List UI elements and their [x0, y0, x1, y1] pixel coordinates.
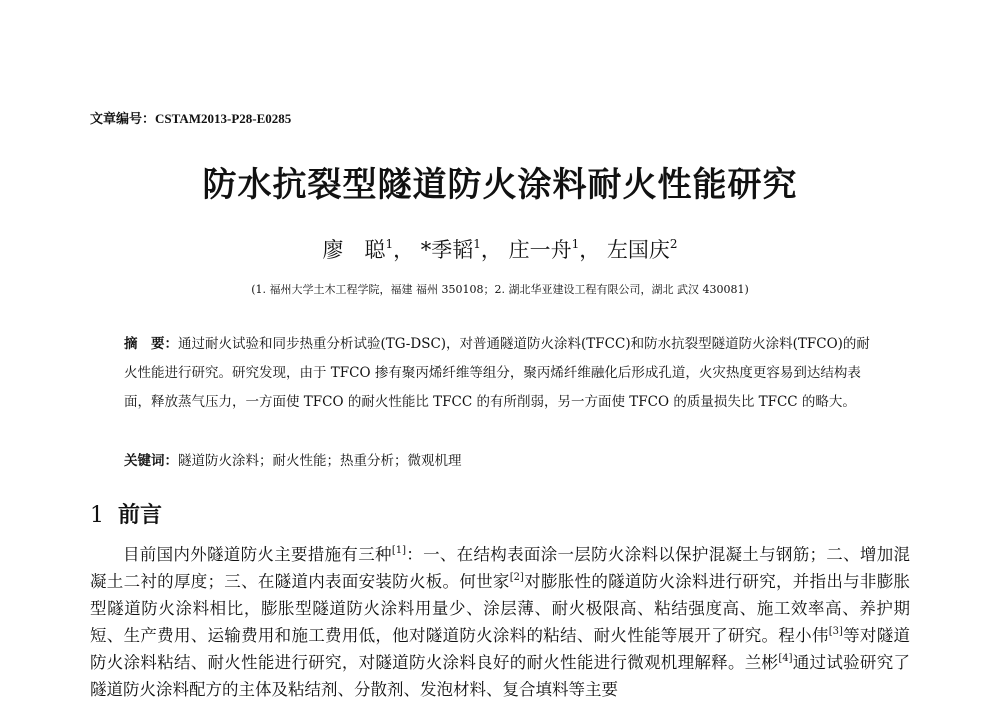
section-title: 前言 — [118, 503, 163, 528]
body-text: ：一、在结构表面涂一层防火涂料以保护混凝土与钢筋；二、增加混凝土二衬的厚度；三、在隧道内表面安装防火板。何世家 — [90, 545, 911, 591]
abstract-label: 摘 要： — [124, 336, 178, 352]
author-name: 庄一舟 — [508, 238, 572, 262]
citation-ref: [4] — [778, 653, 793, 664]
author-separator: ， — [393, 238, 415, 262]
affiliation: (1. 福州大学土木工程学院，福建 福州 350108；2. 湖北华亚建设工程有限公司，湖北 武汉 430081) — [251, 283, 749, 296]
author-list — [0, 234, 1000, 264]
author-separator: ， — [579, 238, 601, 262]
author-affil-mark: 1 — [571, 237, 580, 251]
article-id-label: 文章编号： — [90, 111, 156, 126]
author-affil-mark: 1 — [473, 237, 481, 251]
author-affil-mark: 2 — [669, 237, 678, 251]
article-id-value: CSTAM2013-P28-E0285 — [155, 111, 292, 126]
paper-title: 防水抗裂型隧道防火涂料耐火性能研究 — [202, 165, 798, 205]
citation-ref: [3] — [828, 626, 843, 637]
body-paragraph — [90, 541, 910, 703]
section-heading — [90, 498, 162, 529]
body-text: 通过试验研究了隧道防火涂料配方的主体及粘结剂、分散剂、发泡材料、复合填料等主要 — [90, 653, 911, 699]
article-id — [90, 108, 291, 127]
author-name: 廖 聪 — [322, 238, 386, 262]
body-text: 目前国内外隧道防火主要措施有三种 — [123, 545, 392, 564]
author-name: *季韬 — [420, 238, 474, 262]
author-separator: ， — [480, 238, 502, 262]
body-text: 等对隧道防火涂料粘结、耐火性能进行研究，对隧道防火涂料良好的耐火性能进行微观机理解释。兰彬 — [90, 626, 911, 672]
abstract — [124, 330, 876, 417]
body-text: 对膨胀性的隧道防火涂料进行研究，并指出与非膨胀型隧道防火涂料相比，膨胀型隧道防火涂料用量少、涂层薄、耐火极限高、粘结强度高、施工效率高、养护期短、生产费用、运输费用和施工费用低，他对隧道防火涂料的粘结、耐火性能等展开了研究。程小伟 — [90, 572, 911, 645]
keywords — [124, 449, 462, 469]
citation-ref: [1] — [391, 545, 406, 556]
section-number: 1 — [90, 503, 104, 528]
keywords-label: 关键词： — [124, 453, 178, 469]
keywords-text: 隧道防火涂料；耐火性能；热重分析；微观机理 — [178, 453, 462, 469]
abstract-text: 通过耐火试验和同步热重分析试验(TG-DSC)，对普通隧道防火涂料(TFCC)和防水抗裂型隧道防火涂料(TFCO)的耐火性能进行研究。研究发现，由于 TFCO 掺有聚丙烯纤维等组分，聚丙烯纤维融化后形成孔道，火灾热度更容易到达结构表面，释放蒸气压力，一方面使 TFCO 的耐火性能比 TFCC 的有所削弱，另一方面使 TFCO 的质量损失比 TFCC 的略大。 — [124, 336, 870, 410]
citation-ref: [2] — [509, 572, 524, 583]
author-name: 左国庆 — [606, 238, 670, 262]
author-affil-mark: 1 — [385, 237, 394, 251]
